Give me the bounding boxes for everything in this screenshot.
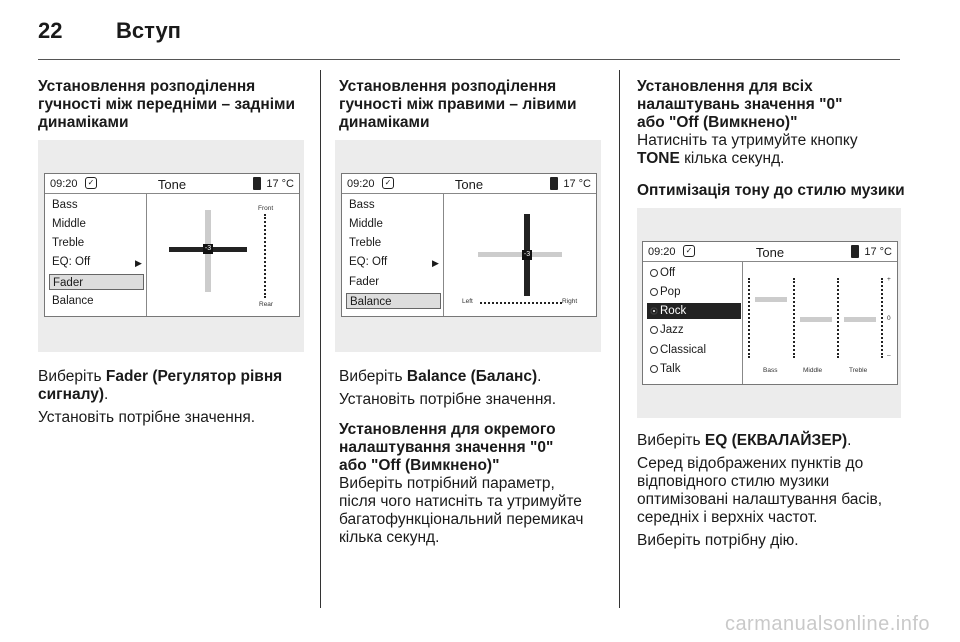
radio-icon (650, 288, 658, 296)
menu-item: Jazz (647, 322, 684, 338)
instruction-set-value: Установіть потрібне значення. (339, 391, 557, 408)
eq-middle-bar (800, 317, 832, 322)
column-divider (320, 70, 321, 608)
phone-icon (851, 245, 859, 258)
fader-screen-figure (38, 140, 304, 352)
instruction-select-fader: Виберіть Fader (Регулятор рівня сигналу). (38, 368, 283, 403)
eq-label-middle: Middle (803, 367, 823, 374)
radio-icon (650, 269, 658, 277)
balance-scale (480, 302, 562, 304)
radio-selected-icon (650, 307, 658, 315)
menu-item: Middle (349, 218, 383, 230)
screen-menu (643, 262, 743, 384)
fader-value: -3 (204, 245, 212, 252)
menu-item: Bass (52, 199, 78, 211)
scale-plus-label: + (887, 276, 891, 283)
eq-scale (793, 278, 795, 358)
menu-item: EQ: Off (52, 256, 91, 268)
rear-label: Rear (259, 301, 274, 308)
ok-icon: ✓ (382, 177, 394, 189)
instruction-set-value: Установіть потрібне значення. (38, 409, 256, 426)
heading-eq-optimization: Оптимізація тону до стилю музики (637, 182, 905, 199)
instruction-select-balance: Виберіть Balance (Баланс). (339, 368, 542, 385)
radio-icon (650, 326, 658, 334)
reset-all-instructions: Натисніть та утримуйте кнопку TONE кілька секунд. (637, 132, 858, 167)
screen-menu (342, 194, 444, 316)
menu-item: Off (647, 265, 675, 281)
balance-track (478, 252, 562, 257)
screen-menu (45, 194, 147, 316)
heading-balance: Установлення розподілення гучності між правими – лівими динаміками (339, 78, 577, 131)
screen-header: 09:20 ✓ Tone 17 °C (643, 242, 897, 262)
eq-treble-bar (844, 317, 876, 322)
phone-icon (550, 177, 558, 190)
instruction-select-eq: Виберіть EQ (ЕКВАЛАЙЗЕР). (637, 432, 852, 449)
ok-icon: ✓ (683, 245, 695, 257)
heading-fader: Установлення розподілення гучності між передніми – задніми динаміками (38, 78, 296, 131)
menu-item: Treble (349, 237, 382, 249)
reset-single-instructions: Виберіть потрібний параметр, після чого натисніть та утримуйте багатофункціональний перемикач кілька секунд. (339, 475, 584, 546)
menu-item: Fader (349, 276, 380, 288)
column-divider (619, 70, 620, 608)
menu-item: Talk (647, 361, 680, 377)
menu-item: Pop (647, 284, 680, 300)
eq-label-treble: Treble (849, 367, 868, 374)
radio-icon (650, 365, 658, 373)
column-2 (339, 78, 609, 132)
arrow-right-icon: ▶ (432, 258, 439, 268)
eq-bass-bar (755, 297, 787, 302)
menu-item-selected: Rock (647, 303, 741, 319)
eq-label-bass: Bass (763, 367, 778, 374)
heading-reset-single: Установлення для окремого налаштування значення "0" або "Off (Вимкнено)" (339, 421, 556, 474)
menu-item: Balance (52, 295, 94, 307)
eq-screen-figure (637, 208, 901, 418)
column-1-text (38, 368, 308, 427)
phone-icon (253, 177, 261, 190)
column-2-text (339, 368, 614, 547)
eq-scale (881, 278, 883, 358)
right-label: Right (562, 298, 578, 305)
scale-minus-label: – (887, 352, 891, 359)
section-title: Вступ (116, 18, 181, 43)
column-3 (637, 78, 917, 200)
eq-scale (837, 278, 839, 358)
ok-icon: ✓ (85, 177, 97, 189)
header-rule (38, 59, 900, 60)
watermark: carmanualsonline.info (724, 613, 930, 635)
scale-zero-label: 0 (887, 315, 891, 322)
menu-item: EQ: Off (349, 256, 388, 268)
eq-scale (748, 278, 750, 358)
front-label: Front (258, 205, 274, 212)
page-number: 22 (38, 18, 63, 43)
menu-item-selected: Fader (49, 274, 144, 290)
column-3-text (637, 432, 917, 550)
fader-scale (264, 214, 266, 298)
heading-reset-all: Установлення для всіх налаштувань значення "0" або "Off (Вимкнено)" (637, 78, 843, 131)
menu-item: Middle (52, 218, 86, 230)
column-1 (38, 78, 308, 132)
fader-screen (44, 173, 300, 317)
arrow-right-icon: ▶ (135, 258, 142, 268)
screen-header: 09:20 ✓ Tone 17 °C (342, 174, 596, 194)
left-label: Left (462, 298, 473, 305)
balance-value: -3 (523, 251, 531, 258)
menu-item-selected: Balance (346, 293, 441, 309)
eq-description: Серед відображених пунктів до відповідного стилю музики оптимізовані налаштування басів, середніх і верхніх частот. (637, 455, 883, 526)
instruction-select-action: Виберіть потрібну дію. (637, 532, 799, 549)
menu-item: Treble (52, 237, 85, 249)
eq-screen (642, 241, 898, 385)
balance-screen (341, 173, 597, 317)
menu-item: Bass (349, 199, 375, 211)
page-header (38, 18, 918, 48)
menu-item: Classical (647, 342, 706, 358)
balance-screen-figure (335, 140, 601, 352)
screen-header: 09:20 ✓ Tone 17 °C (45, 174, 299, 194)
radio-icon (650, 346, 658, 354)
